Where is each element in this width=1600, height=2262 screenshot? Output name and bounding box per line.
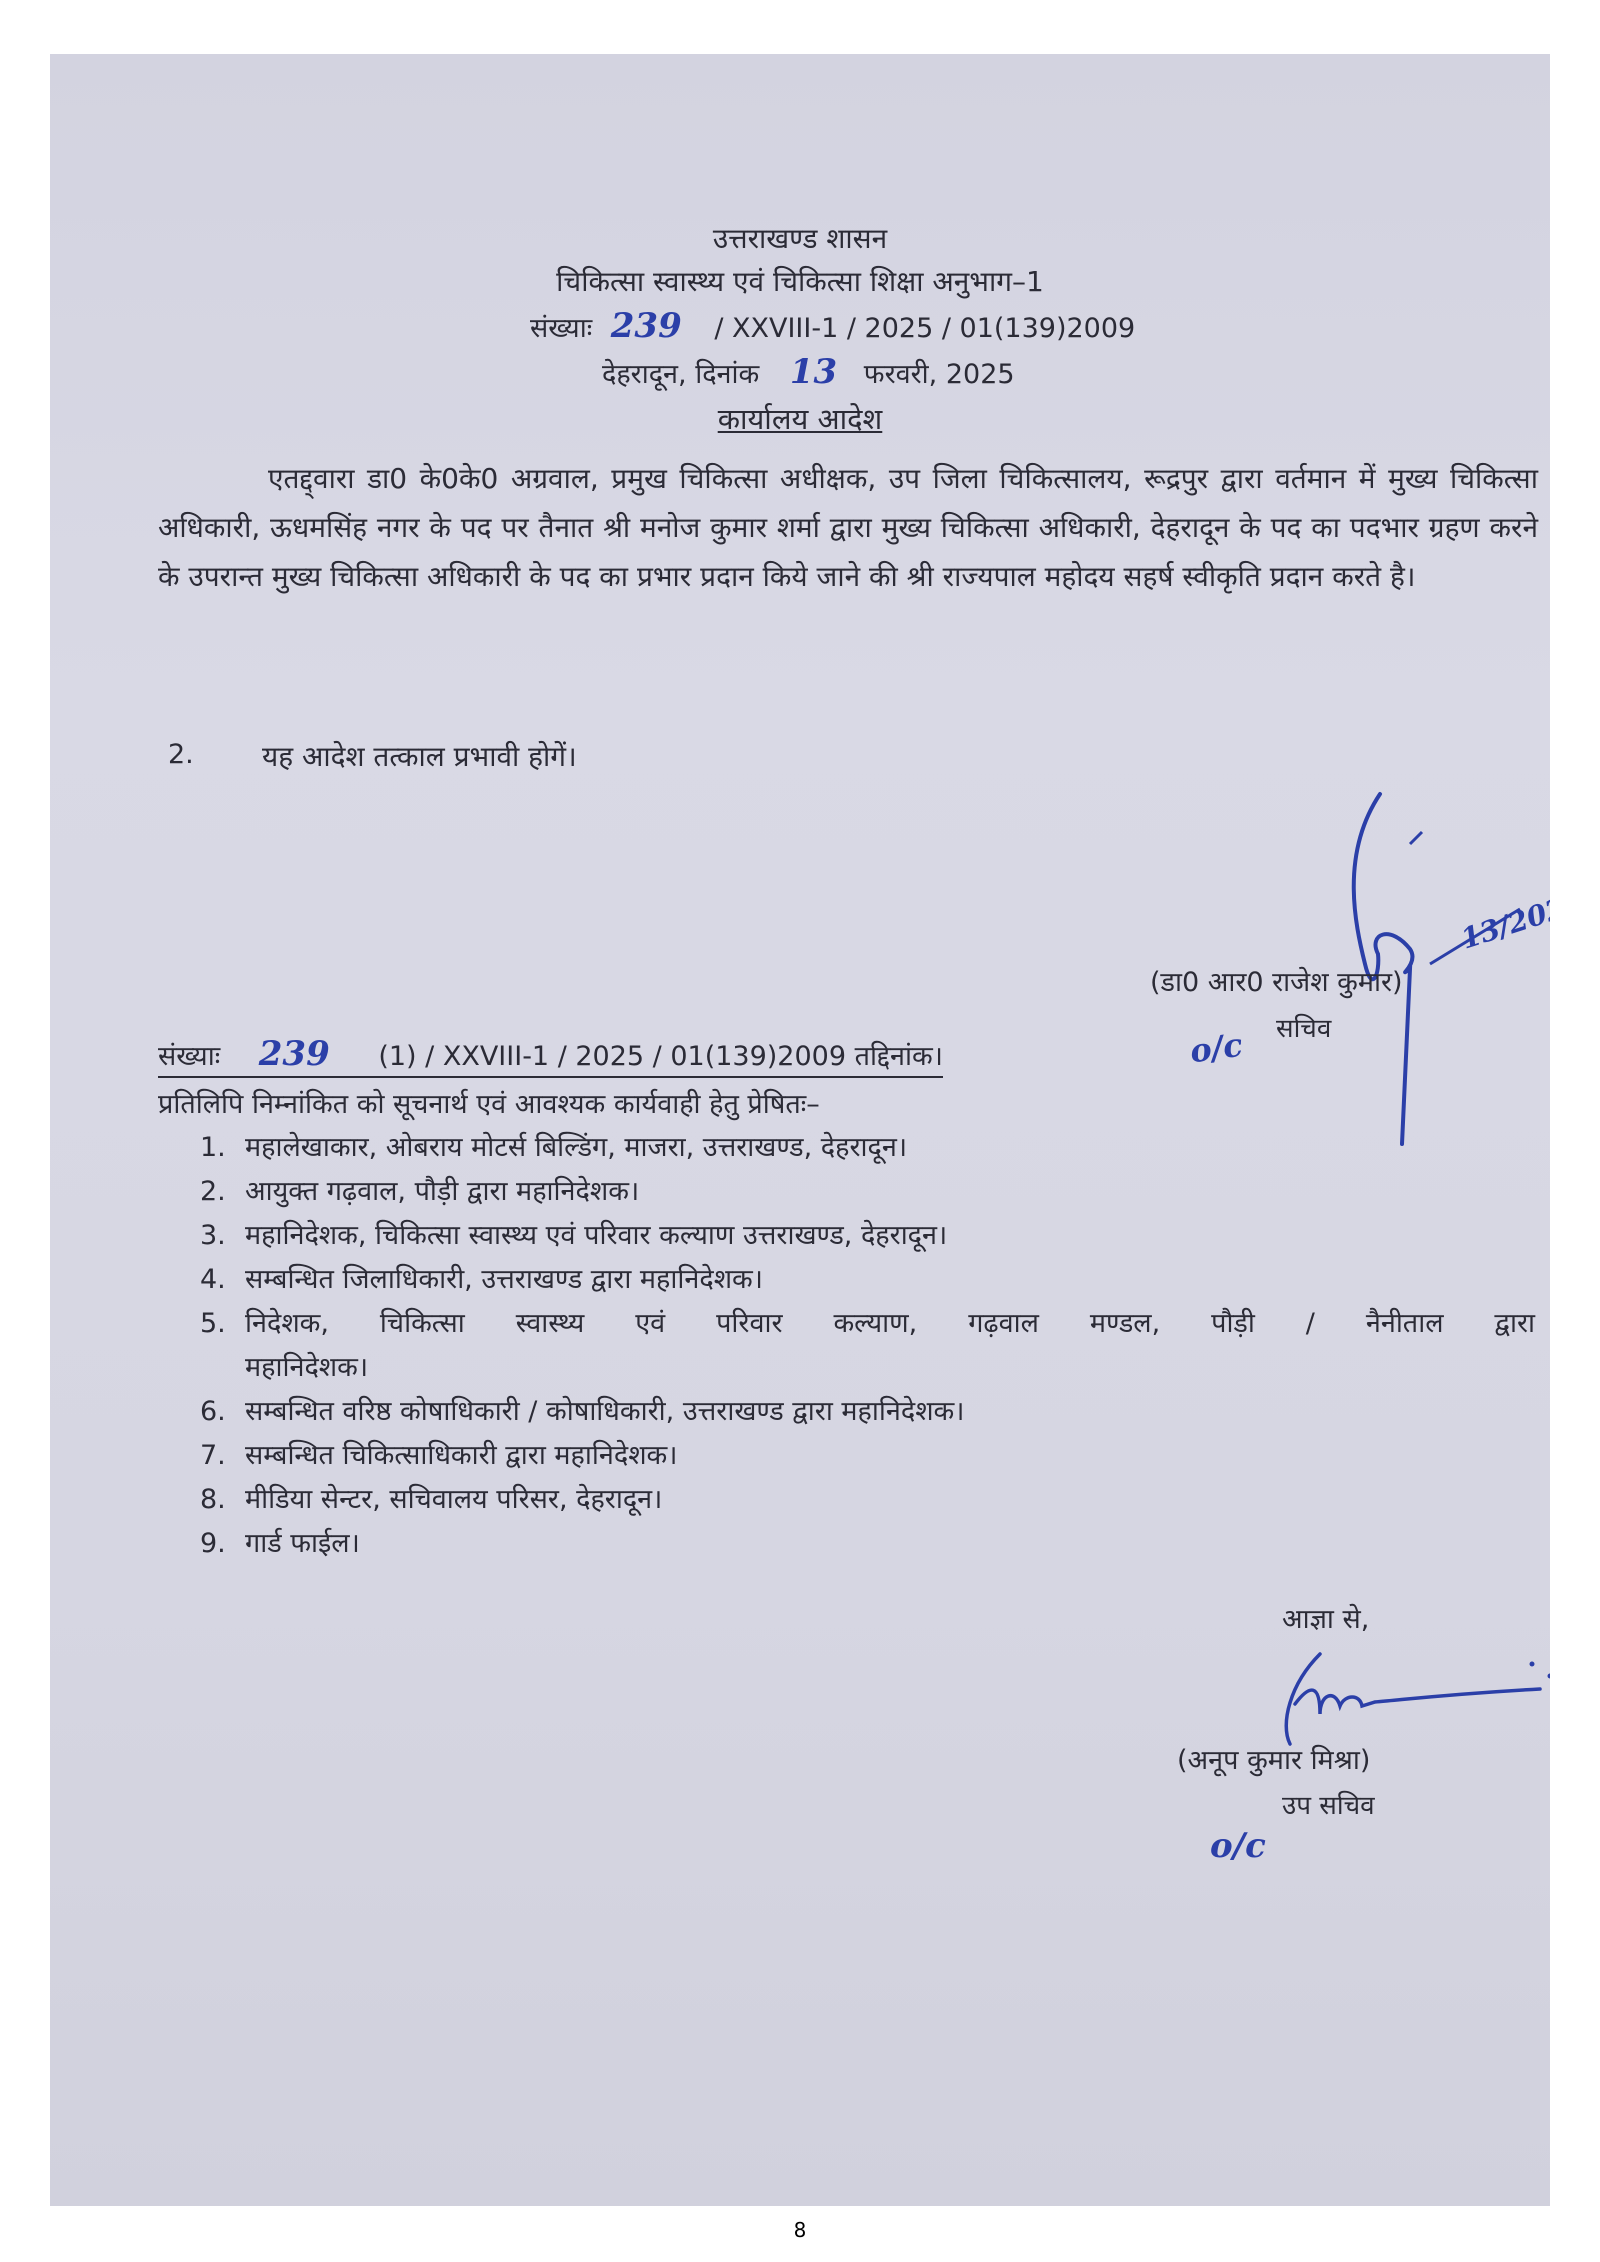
order-paragraph-2-number: 2. — [168, 739, 194, 770]
by-order-text: आज्ञा से, — [1282, 1604, 1370, 1635]
deputy-secretary-designation: उप सचिव — [1282, 1791, 1375, 1821]
recipient-item: 4. सम्बन्धित जिलाधिकारी, उत्तराखण्ड द्वारा महानिदेशक। — [200, 1264, 764, 1295]
recipient-item: 3. महानिदेशक, चिकित्सा स्वास्थ्य एवं परिवार कल्याण उत्तराखण्ड, देहरादून। — [200, 1220, 948, 1251]
order-date-suffix: फरवरी, 2025 — [863, 359, 1015, 390]
deputy-secretary-note-handwritten: o/c — [1210, 1826, 1266, 1866]
recipient-item: 9. गार्ड फाईल। — [200, 1528, 360, 1559]
recipient-item: 7. सम्बन्धित चिकित्साधिकारी द्वारा महानिदेशक। — [200, 1440, 678, 1471]
recipient-item-continuation: महानिदेशक। — [245, 1352, 369, 1383]
recipient-item: 6. सम्बन्धित वरिष्ठ कोषाधिकारी / कोषाधिकारी, उत्तराखण्ड द्वारा महानिदेशक। — [200, 1396, 965, 1427]
copy-number-label: संख्याः — [158, 1041, 221, 1072]
order-number-suffix: / XXVIII-1 / 2025 / 01(139)2009 — [714, 313, 1136, 344]
order-paragraph-1: एतद्द्वारा डा0 के0के0 अग्रवाल, प्रमुख चिकित्सा अधीक्षक, उप जिला चिकित्सालय, रूद्रपुर द्वारा वर्तमान में मुख्य चिकित्सा अधिकारी, ऊधमसिंह नगर के पद पर तैनात श्री मनोज कुमार शर्मा द्वारा मुख्य चिकित्सा अधिकारी, देहरादून के पद का पदभार ग्रहण करने के उपरान्त मुख्य चिकित्सा अधिकारी के पद का प्रभार प्रदान किये जाने की श्री राज्यपाल महोदय सहर्ष स्वीकृति प्रदान करते है। — [158, 462, 1538, 593]
secretary-designation: सचिव — [1276, 1014, 1332, 1044]
order-title: कार्यालय आदेश — [717, 402, 883, 436]
recipient-item: 5. निदेशक, चिकित्सा स्वास्थ्य एवं परिवार कल्याण, गढ़वाल मण्डल, पौड़ी / नैनीताल द्वारा — [200, 1308, 1535, 1339]
secretary-note-handwritten: o/c — [1187, 1025, 1245, 1071]
recipient-item: 1. महालेखाकार, ओबराय मोटर्स बिल्डिंग, माजरा, उत्तराखण्ड, देहरादून। — [200, 1132, 908, 1163]
secretary-signature-date: 13/2025 — [1456, 884, 1589, 956]
copy-number-line — [158, 1034, 943, 1078]
order-date-line — [602, 352, 1015, 392]
secretary-name: (डा0 आर0 राजेश कुमार) — [1150, 967, 1403, 998]
page-number: 8 — [793, 2218, 807, 2242]
deputy-secretary-name: (अनूप कुमार मिश्रा) — [1177, 1745, 1371, 1776]
order-date-handwritten: 13 — [789, 352, 838, 392]
copy-number-suffix: (1) / XXVIII-1 / 2025 / 01(139)2009 तद्दिनांक। — [378, 1041, 943, 1072]
copy-number-handwritten: 239 — [258, 1034, 330, 1074]
department-heading: चिकित्सा स्वास्थ्य एवं चिकित्सा शिक्षा अनुभाग–1 — [556, 265, 1044, 298]
order-number-line — [530, 306, 1135, 346]
order-number-handwritten: 239 — [610, 306, 682, 346]
order-number-label: संख्याः — [530, 313, 593, 344]
recipient-item: 8. मीडिया सेन्टर, सचिवालय परिसर, देहरादून। — [200, 1484, 663, 1515]
order-date-prefix: देहरादून, दिनांक — [602, 359, 760, 390]
document-sheet — [50, 54, 1589, 2206]
copy-intro: प्रतिलिपि निम्नांकित को सूचनार्थ एवं आवश्यक कार्यवाही हेतु प्रेषितः– — [158, 1089, 820, 1120]
recipient-item: 2. आयुक्त गढ़वाल, पौड़ी द्वारा महानिदेशक। — [200, 1176, 640, 1207]
government-heading: उत्तराखण्ड शासन — [712, 222, 888, 255]
order-paragraph-2: यह आदेश तत्काल प्रभावी होगें। — [262, 740, 577, 773]
